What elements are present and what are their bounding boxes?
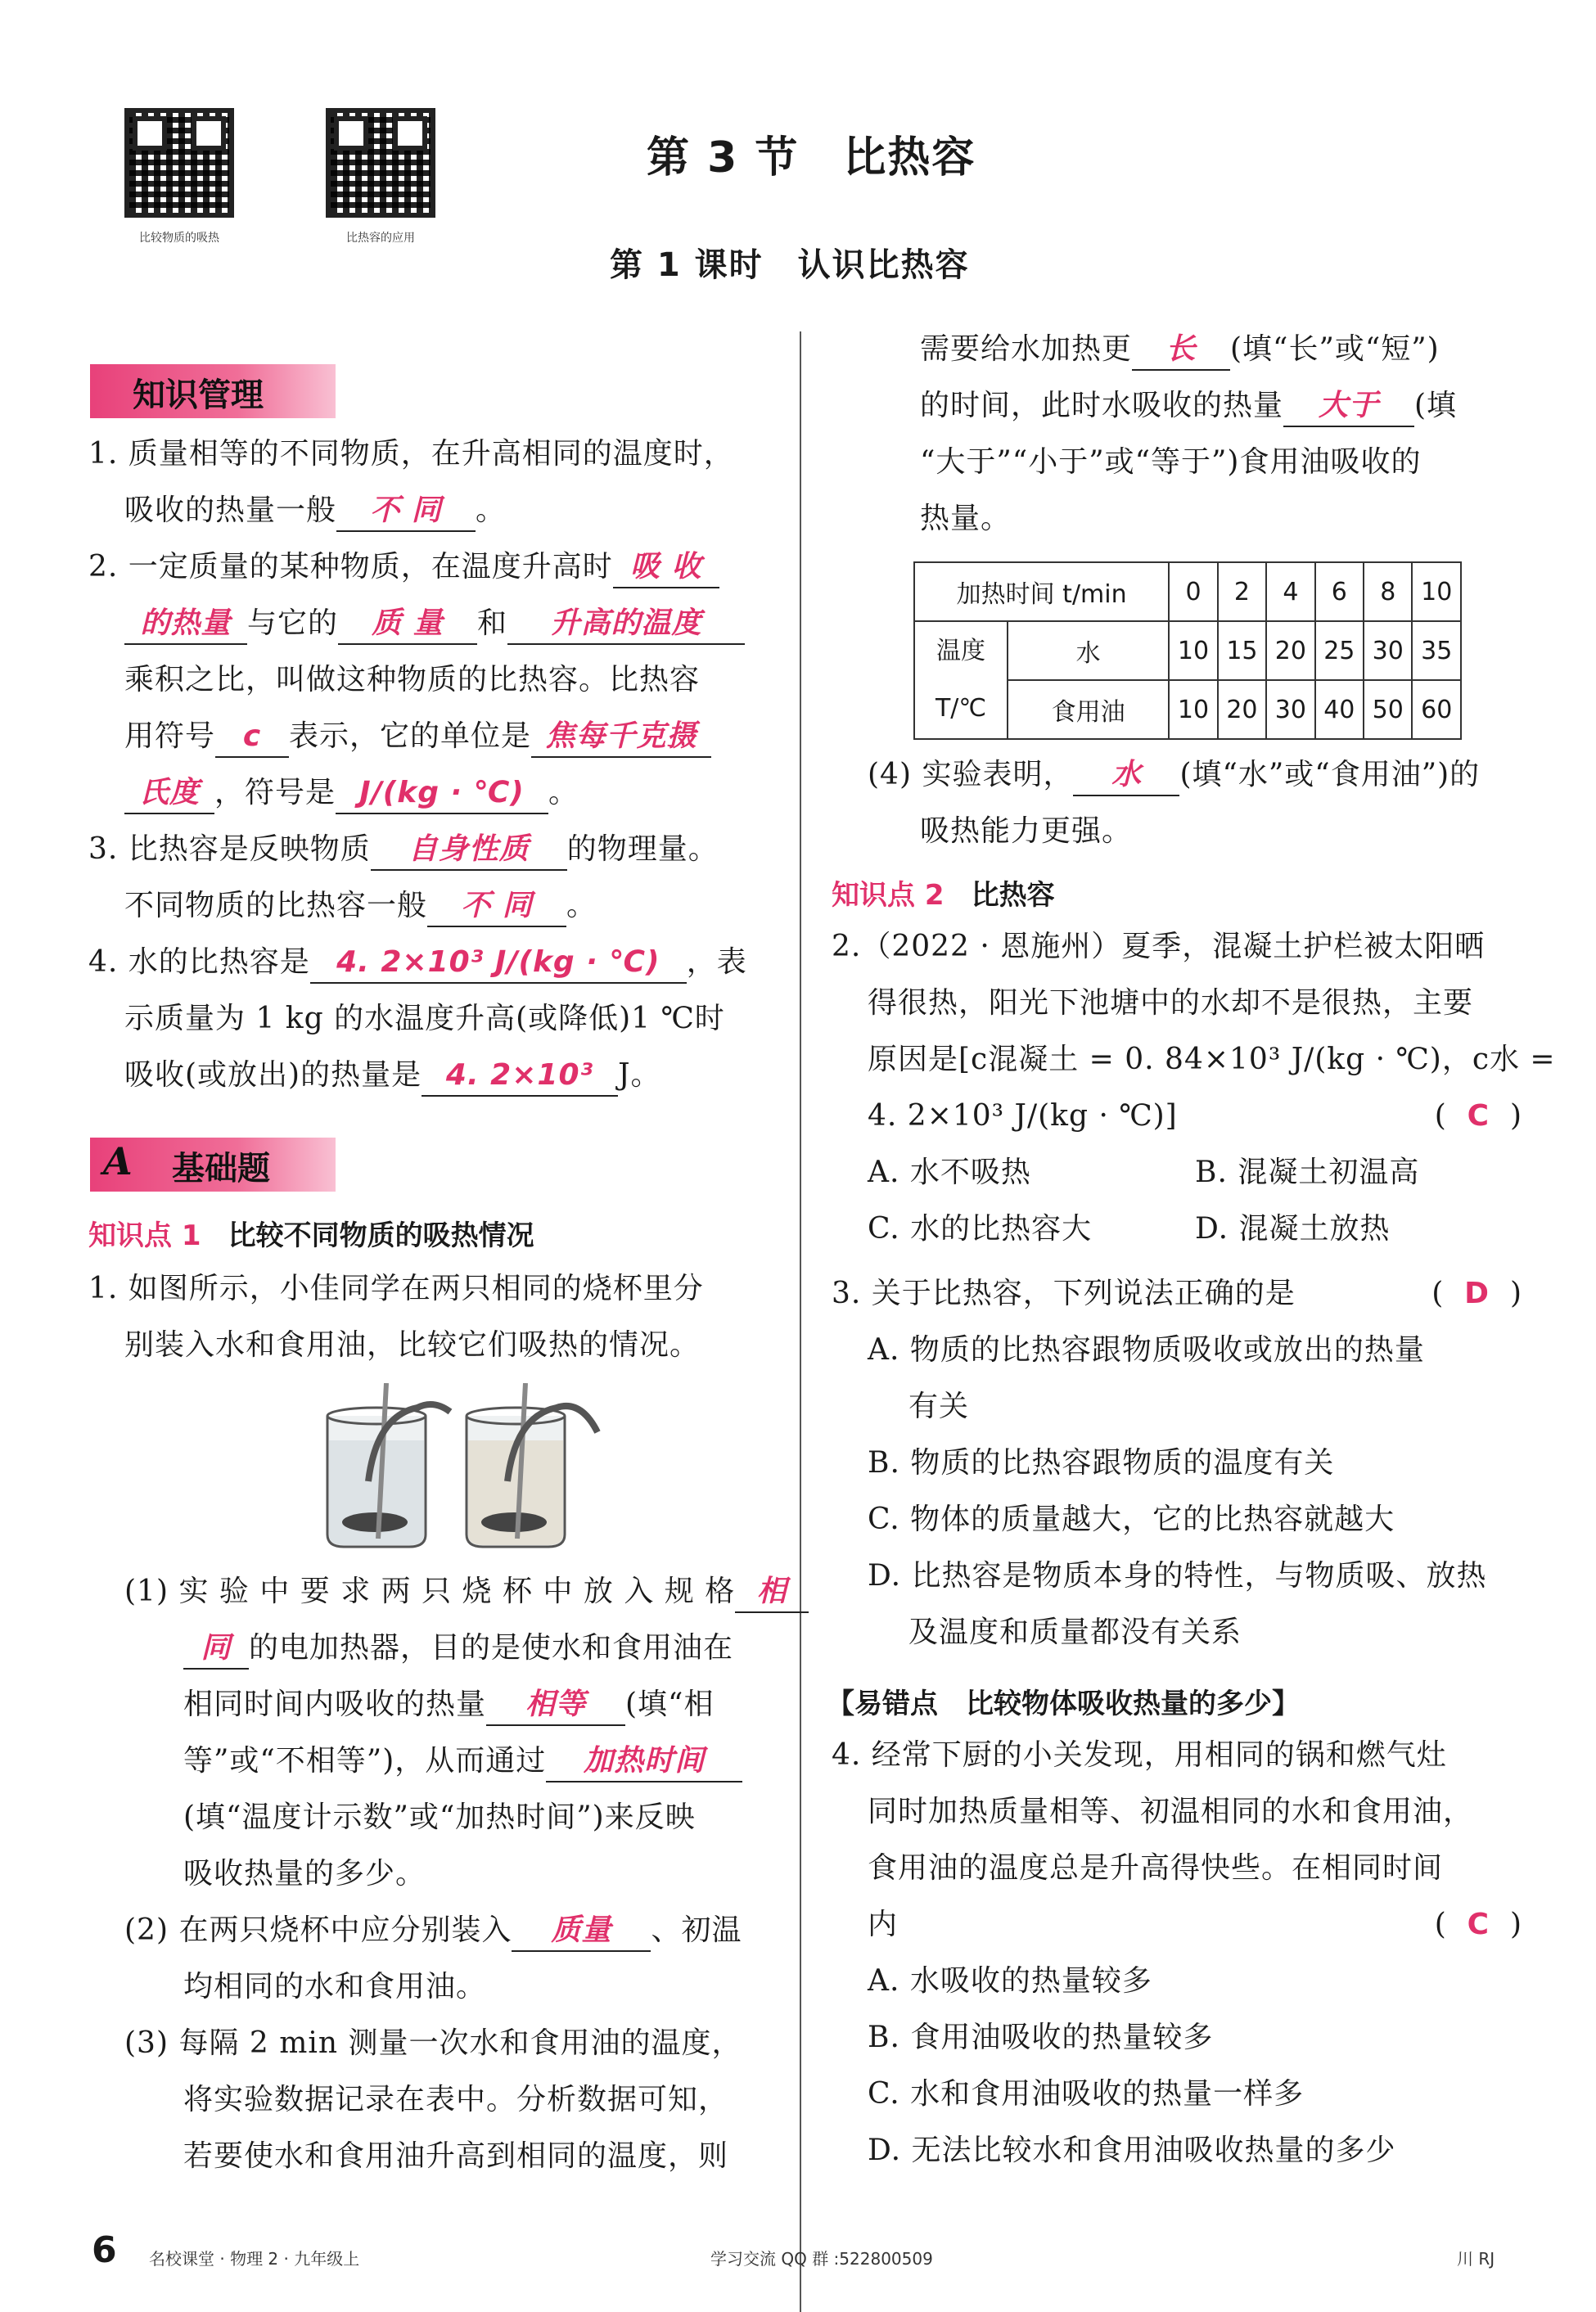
table-row — [914, 562, 1461, 621]
qr-code-2[interactable] — [326, 108, 435, 218]
k3-answer-1: 自身性质 — [371, 830, 567, 871]
q3-option-d: D. 比热容是物质本身的特性，与物质吸、放热 — [868, 1559, 1487, 1593]
footer-book-title: 名校课堂 · 物理 2 · 九年级上 — [149, 2249, 360, 2269]
q4-option-a: A. 水吸收的热量较多 — [868, 1964, 1152, 1998]
qr-caption-2: 比热容的应用 — [346, 232, 415, 245]
q1-s4-line-c: 吸热能力更强。 — [920, 814, 1133, 848]
table-cell: 15 — [1218, 621, 1266, 680]
q1-s4-text-b: (填“水”或“食用油”)的 — [1179, 758, 1481, 791]
k4-end: J。 — [618, 1058, 661, 1092]
q1-s1-line-b: 的电加热器，目的是使水和食用油在 — [249, 1631, 734, 1665]
q4-line-c: 食用油的温度总是升高得快些。在相同时间 — [868, 1851, 1444, 1885]
k4-line-a: 4. 水的比热容是 — [88, 945, 310, 979]
q1-s4-text-a: (4) 实验表明， — [868, 758, 1074, 791]
section-knowledge-header — [90, 364, 401, 413]
k3-line-a: 3. 比热容是反映物质 — [88, 832, 371, 866]
q1-r-answer-2: 大于 — [1283, 386, 1414, 427]
footer-qq-group: 学习交流 QQ 群 :522800509 — [710, 2249, 933, 2269]
q1-r-line-6: 热量。 — [920, 502, 1012, 535]
q3-option-b: B. 物质的比热容跟物质的温度有关 — [868, 1446, 1335, 1480]
question-1-part-4 — [868, 746, 1480, 859]
k2-answer-1a: 吸 收 — [613, 548, 719, 588]
q2-line-a: 2.（2022 · 恩施州）夏季，混凝土护栏被太阳晒 — [832, 930, 1486, 963]
q1-s3-line-b: 将实验数据记录在表中。分析数据可知， — [183, 2083, 729, 2116]
k2-line-d: 乘积之比，叫做这种物质的比热容。比热容 — [124, 663, 701, 696]
k2-text-f: 表示，它的单位是 — [289, 719, 532, 753]
section-basic-header — [90, 1138, 401, 1187]
q1-s1-answer-3: 加热时间 — [546, 1742, 742, 1782]
temperature-table — [913, 561, 1462, 740]
beaker-oil — [467, 1383, 597, 1547]
k4-answer-1: 4. 2×10³ J/(kg · ℃) — [310, 943, 687, 984]
q3-option-c: C. 物体的质量越大，它的比热容就越大 — [868, 1503, 1395, 1536]
q1-r-text-4: (填 — [1414, 389, 1458, 422]
k4-line-c: 示质量为 1 kg 的水温度升高(或降低)1 ℃时 — [124, 1002, 725, 1035]
beakers-illustration — [311, 1383, 622, 1555]
k2-text-e: 用符号 — [124, 719, 216, 753]
beaker-water — [327, 1383, 450, 1547]
question-4 — [832, 1727, 1522, 2179]
table-cell: 2 — [1218, 562, 1266, 621]
q4-option-b: B. 食用油吸收的热量较多 — [868, 2021, 1214, 2054]
q4-answer: C — [1467, 1908, 1490, 1941]
oil-label: 食用油 — [1008, 680, 1169, 739]
q2-line-c: 原因是[c混凝土 = 0. 84×10³ J/(kg · ℃)，c水 = — [868, 1043, 1556, 1076]
knowledge-point-1 — [88, 1213, 534, 1253]
k2-answer-2: 质 量 — [338, 604, 477, 645]
kp1-title: 比较不同物质的吸热情况 — [228, 1219, 534, 1252]
q2-option-c: C. 水的比热容大 — [868, 1212, 1093, 1246]
k3-answer-2: 不 同 — [427, 886, 566, 927]
q1-s1-text-d: (填“相 — [625, 1688, 715, 1721]
q3-option-a: A. 物质的比热容跟物质吸收或放出的热量 — [868, 1333, 1425, 1367]
q1-s1-answer-2: 相等 — [486, 1685, 625, 1726]
table-cell: 60 — [1412, 680, 1461, 739]
q1-s2-answer: 质量 — [512, 1911, 651, 1952]
k2-answer-1b: 的热量 — [124, 604, 247, 645]
section-basic-letter: A — [103, 1139, 133, 1183]
k3-text-b: 的物理量。 — [566, 832, 719, 866]
page-title: 第 3 节 比热容 — [647, 133, 976, 183]
q3-answer: D — [1464, 1277, 1490, 1310]
k1-answer: 不 同 — [336, 491, 476, 532]
k2-text-b: 与它的 — [247, 606, 339, 640]
q1-r-text-2: (填“长”或“短”) — [1230, 332, 1440, 366]
table-cell: 10 — [1169, 680, 1217, 739]
k1-line-a: 1. 质量相等的不同物质，在升高相同的温度时， — [88, 437, 734, 471]
knowledge-item-4 — [88, 934, 747, 1103]
section-basic-label: 基础题 — [172, 1150, 270, 1188]
q2-option-d: D. 混凝土放热 — [1195, 1212, 1391, 1246]
q1-s1-text-e: 等”或“不相等”)，从而通过 — [183, 1744, 547, 1778]
kp2-title: 比热容 — [971, 879, 1055, 912]
kp1-label: 知识点 1 — [88, 1219, 201, 1252]
q1-s3-line-c: 若要使水和食用油升高到相同的温度，则 — [183, 2139, 729, 2173]
question-1-part-3-continued — [920, 321, 1457, 547]
k1-end: 。 — [476, 493, 507, 527]
question-1-part-1 — [124, 1563, 809, 1902]
q1-r-text-3: 的时间，此时水吸收的热量 — [920, 389, 1284, 422]
k4-text-b: ，表 — [686, 945, 747, 979]
q1-s1-text-c: 相同时间内吸收的热量 — [183, 1688, 487, 1721]
q1-s1-line-g: 吸收热量的多少。 — [183, 1857, 426, 1891]
question-2 — [832, 918, 1556, 1257]
q4-option-d: D. 无法比较水和食用油吸收热量的多少 — [868, 2134, 1396, 2167]
q1-r-answer-1: 长 — [1132, 330, 1230, 371]
column-divider — [800, 331, 801, 2312]
section-knowledge-label: 知识管理 — [133, 376, 264, 414]
q2-option-a: A. 水不吸热 — [868, 1156, 1031, 1189]
q4-line-b: 同时加热质量相等、初温相同的水和食用油， — [868, 1795, 1474, 1828]
temp-label-b: T/℃ — [935, 694, 987, 723]
q4-line-d: 内 — [868, 1908, 899, 1941]
q2-option-b: B. 混凝土初温高 — [1195, 1156, 1420, 1189]
q2-line-d: 4. 2×10³ J/(kg · ℃)] — [868, 1099, 1178, 1133]
k2-text-g: ，符号是 — [214, 776, 336, 809]
q1-line-a: 1. 如图所示，小佳同学在两只相同的烧杯里分 — [88, 1272, 704, 1305]
k4-answer-2: 4. 2×10³ — [422, 1056, 618, 1097]
q4-option-c: C. 水和食用油吸收的热量一样多 — [868, 2077, 1305, 2111]
q1-s2-text-a: (2) 在两只烧杯中应分别装入 — [124, 1913, 512, 1947]
q2-line-b: 得很热，阳光下池塘中的水却不是很热，主要 — [868, 986, 1474, 1020]
table-cell: 50 — [1364, 680, 1412, 739]
q1-s3-line-a: (3) 每隔 2 min 测量一次水和食用油的温度， — [124, 2026, 742, 2060]
table-header-label: 加热时间 t/min — [914, 562, 1169, 621]
q4-answer-bracket: ( C ) — [1434, 1908, 1522, 1941]
error-point-heading: 【易错点 比较物体吸收热量的多少】 — [827, 1688, 1300, 1720]
footer-edition: 川 RJ — [1457, 2249, 1495, 2269]
lesson-subtitle: 第 1 课时 认识比热容 — [610, 246, 970, 284]
k4-text-d: 吸收(或放出)的热量是 — [124, 1058, 422, 1092]
question-1-part-2 — [124, 1902, 742, 2015]
table-cell: 6 — [1315, 562, 1364, 621]
q1-s2-text-b: 、初温 — [651, 1913, 742, 1947]
k2-answer-3: 升高的温度 — [507, 604, 745, 645]
q3-option-d-cont: 及温度和质量都没有关系 — [908, 1616, 1242, 1649]
table-cell: 30 — [1364, 621, 1412, 680]
table-cell: 0 — [1169, 562, 1217, 621]
k2-answer-5b: 氏度 — [124, 773, 214, 814]
qr-code-1[interactable] — [124, 108, 234, 218]
kp2-label: 知识点 2 — [832, 879, 945, 912]
q1-s1-line-f: (填“温度计示数”或“加热时间”)来反映 — [183, 1800, 696, 1834]
q1-line-b: 别装入水和食用油，比较它们吸热的情况。 — [124, 1328, 701, 1362]
k2-line-a: 2. 一定质量的某种物质，在温度升高时 — [88, 550, 613, 584]
q4-line-a: 4. 经常下厨的小关发现，用相同的锅和燃气灶 — [832, 1738, 1447, 1772]
table-cell: 10 — [1412, 562, 1461, 621]
k2-answer-5a: 焦每千克摄 — [531, 717, 711, 758]
table-cell: 20 — [1266, 621, 1314, 680]
table-row — [914, 621, 1461, 680]
knowledge-point-2 — [832, 872, 1055, 913]
qr-caption-1: 比较物质的吸热 — [139, 232, 219, 245]
k1-line-b: 吸收的热量一般 — [124, 493, 337, 527]
q2-answer: C — [1467, 1099, 1490, 1133]
q1-s1-answer-a: 相 — [735, 1572, 809, 1613]
table-cell: 20 — [1218, 680, 1266, 739]
page-number: 6 — [92, 2229, 117, 2271]
q1-s1-answer-b: 同 — [183, 1629, 249, 1670]
k3-end: 。 — [566, 889, 597, 922]
question-3 — [832, 1265, 1522, 1661]
question-1-part-3 — [124, 2015, 742, 2184]
table-cell: 8 — [1364, 562, 1412, 621]
table-cell: 35 — [1412, 621, 1461, 680]
q3-answer-bracket: ( D ) — [1431, 1277, 1522, 1310]
k2-answer-4: c — [215, 717, 289, 758]
k2-end: 。 — [548, 776, 579, 809]
q3-option-a-cont: 有关 — [908, 1390, 970, 1423]
q1-s2-line-c: 均相同的水和食用油。 — [183, 1970, 487, 2003]
table-cell: 4 — [1266, 562, 1314, 621]
q1-r-line-5: “大于”“小于”或“等于”)食用油吸收的 — [920, 445, 1422, 479]
knowledge-item-1 — [88, 426, 734, 539]
water-label: 水 — [1008, 621, 1169, 680]
question-1 — [88, 1260, 704, 1373]
table-cell: 30 — [1266, 680, 1314, 739]
temp-label-a: 温度 — [936, 637, 985, 665]
knowledge-item-3 — [88, 821, 719, 934]
k2-answer-6: J/(kg · ℃) — [336, 773, 548, 814]
q3-line-a: 3. 关于比热容，下列说法正确的是 — [832, 1277, 1296, 1310]
q1-r-text-1: 需要给水加热更 — [920, 332, 1133, 366]
table-cell: 25 — [1315, 621, 1364, 680]
q1-s4-answer: 水 — [1073, 755, 1179, 796]
knowledge-item-2 — [88, 539, 745, 821]
q2-answer-bracket: ( C ) — [1434, 1099, 1522, 1133]
table-cell: 10 — [1169, 621, 1217, 680]
temp-label — [914, 621, 1008, 739]
k2-text-c: 和 — [477, 606, 508, 640]
k3-text-c: 不同物质的比热容一般 — [124, 889, 428, 922]
q1-s1-line-a: (1) 实 验 中 要 求 两 只 烧 杯 中 放 入 规 格 — [124, 1575, 736, 1608]
table-cell: 40 — [1315, 680, 1364, 739]
